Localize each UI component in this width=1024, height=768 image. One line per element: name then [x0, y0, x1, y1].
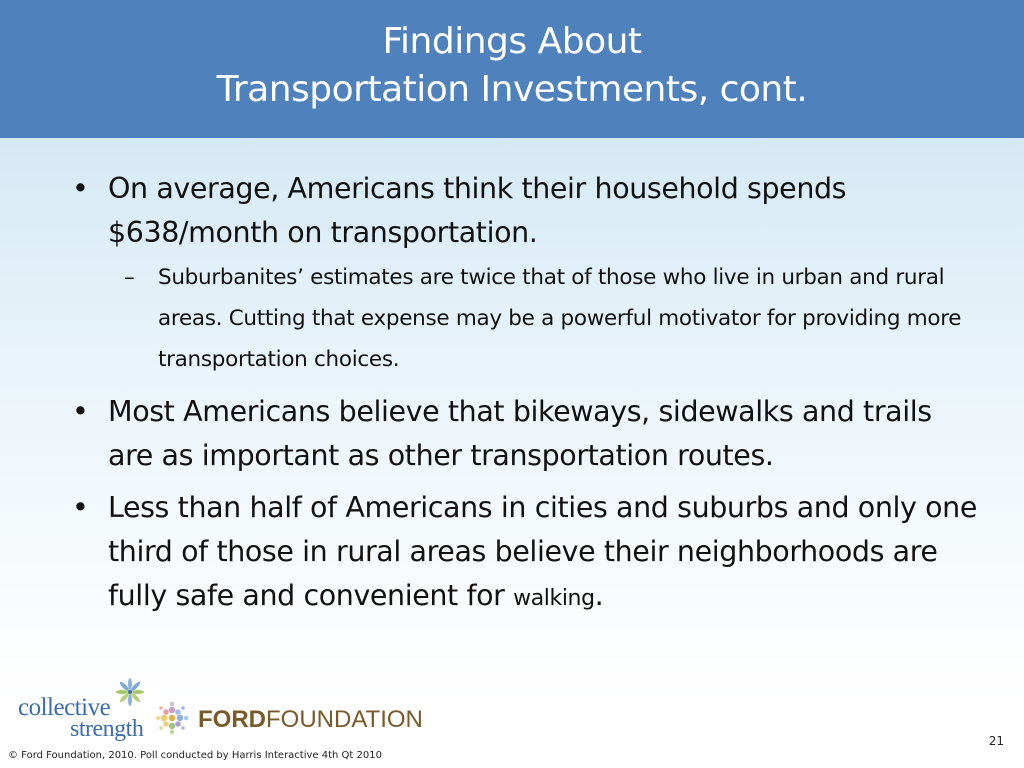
slide-title-line-1: Findings About [382, 21, 642, 62]
foundation-word: FOUNDATION [266, 706, 423, 733]
bullet-text: On average, Americans think their household spends $638/month on transportation. [108, 172, 847, 249]
bullet-item [72, 390, 982, 478]
ford-word: FORD [198, 706, 266, 733]
bullet-mark: • [72, 172, 89, 205]
bullet-text-period: . [594, 579, 604, 612]
sub-bullet-mark: – [124, 265, 135, 290]
slide-body [72, 167, 982, 621]
ford-foundation-logo [152, 698, 452, 738]
snowflake-flower-icon [114, 676, 146, 708]
bullet-mark: • [72, 491, 89, 524]
page-number: 21 [988, 734, 1004, 748]
sub-bullet-item [72, 257, 982, 380]
footer-logos [14, 680, 454, 744]
strength-word: strength [70, 716, 144, 742]
bullet-item [72, 486, 982, 621]
bullet-text: Less than half of Americans in cities and suburbs and only one third of those in rural areas believe their neighborhoods are fully safe and convenient for [108, 491, 977, 612]
slide-title-line-2: Transportation Investments, cont. [216, 69, 808, 110]
footer-citation: © Ford Foundation, 2010. Poll conducted by Harris Interactive 4th Qt 2010 [8, 750, 382, 761]
bullet-mark: • [72, 395, 89, 428]
bullet-text-walking: walking [513, 586, 595, 611]
title-bar [0, 0, 1024, 138]
ford-foundation-wordmark [198, 706, 423, 734]
bullet-text: Most Americans believe that bikeways, sidewalks and trails are as important as other transportation routes. [108, 395, 932, 472]
bullet-item [72, 167, 982, 255]
collective-word: collective [18, 694, 111, 721]
dotted-globe-icon [152, 698, 192, 738]
sub-bullet-text: Suburbanites’ estimates are twice that of those who live in urban and rural areas. Cutting that expense may be a powerful motivator for providing more transportation choices. [158, 265, 962, 372]
collective-strength-logo [14, 680, 144, 744]
